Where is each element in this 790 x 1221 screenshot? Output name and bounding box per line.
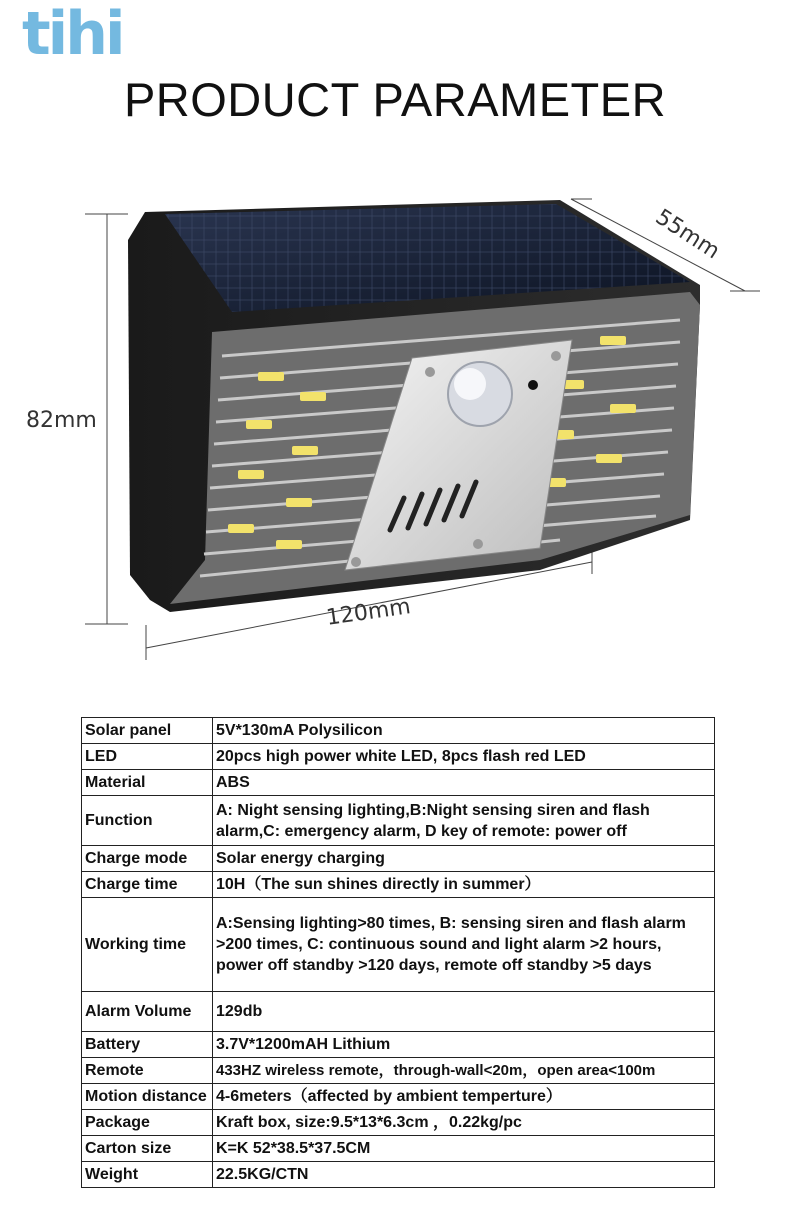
depth-dimension-label: 55mm (650, 204, 724, 265)
param-key: Motion distance (82, 1084, 213, 1110)
param-value: 129db (213, 992, 715, 1032)
table-row (82, 898, 715, 992)
housing (128, 200, 700, 612)
param-value: 3.7V*1200mAH Lithium (213, 1032, 715, 1058)
param-key: Charge mode (82, 846, 213, 872)
param-value: 4-6meters（affected by ambient temperture） (213, 1084, 715, 1110)
param-key: LED (82, 744, 213, 770)
param-value: ABS (213, 770, 715, 796)
param-value: A:Sensing lighting>80 times, B: sensing siren and flash alarm >200 times, C: continuous sound and light alarm >2 hours, power off standby >120 days, remote off standby >5 days (213, 898, 715, 992)
param-value: 10H（The sun shines directly in summer） (213, 872, 715, 898)
table-row (82, 1032, 715, 1058)
table-row (82, 770, 715, 796)
table-row (82, 796, 715, 846)
param-key: Material (82, 770, 213, 796)
param-value: 22.5KG/CTN (213, 1162, 715, 1188)
width-dimension-label: 120mm (324, 594, 413, 631)
table-row (82, 1136, 715, 1162)
parameter-table (81, 717, 715, 1188)
table-row (82, 846, 715, 872)
table-row (82, 992, 715, 1032)
table-row (82, 1162, 715, 1188)
param-key: Working time (82, 898, 213, 992)
param-key: Charge time (82, 872, 213, 898)
param-value: A: Night sensing lighting,B:Night sensing siren and flash alarm,C: emergency alarm, D key of remote: power off (213, 796, 715, 846)
table-row (82, 1084, 715, 1110)
table-row (82, 718, 715, 744)
table-row (82, 872, 715, 898)
param-key: Package (82, 1110, 213, 1136)
param-value: 5V*130mA Polysilicon (213, 718, 715, 744)
param-key: Carton size (82, 1136, 213, 1162)
param-key: Function (82, 796, 213, 846)
brand-logo: tihi (22, 0, 123, 69)
param-key: Remote (82, 1058, 213, 1084)
height-dimension-label: 82mm (26, 408, 97, 433)
param-value: K=K 52*38.5*37.5CM (213, 1136, 715, 1162)
param-key: Battery (82, 1032, 213, 1058)
param-value: 20pcs high power white LED, 8pcs flash red LED (213, 744, 715, 770)
table-row (82, 1058, 715, 1084)
param-value: Kraft box, size:9.5*13*6.3cm ，0.22kg/pc (213, 1110, 715, 1136)
param-key: Solar panel (82, 718, 213, 744)
param-key: Alarm Volume (82, 992, 213, 1032)
param-key: Weight (82, 1162, 213, 1188)
page-title: PRODUCT PARAMETER (123, 73, 667, 126)
table-row (82, 744, 715, 770)
table-row (82, 1110, 715, 1136)
param-value: Solar energy charging (213, 846, 715, 872)
param-value: 433HZ wireless remote，through-wall<20m，open area<100m (213, 1058, 715, 1084)
